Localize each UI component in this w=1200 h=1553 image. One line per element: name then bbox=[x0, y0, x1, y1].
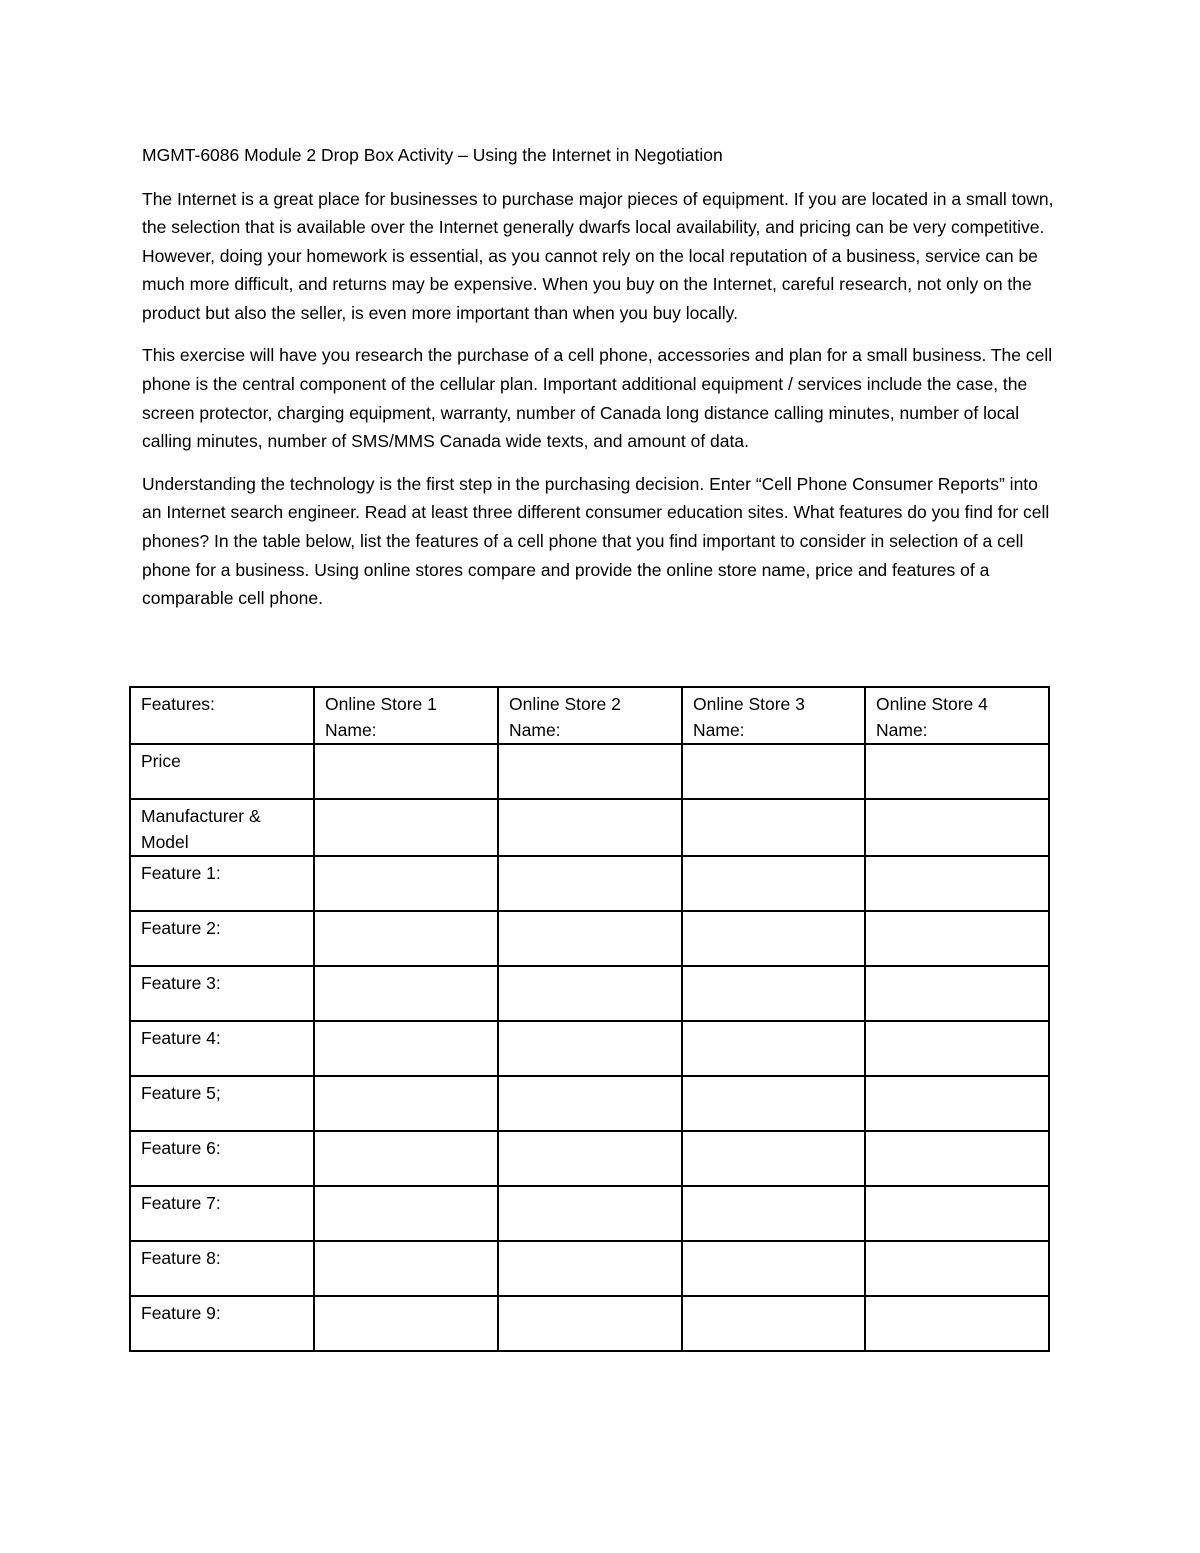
row-label-cell: Feature 6: bbox=[130, 1131, 314, 1186]
header-store-3-cell bbox=[682, 687, 865, 744]
table-cell bbox=[498, 744, 682, 799]
table-cell bbox=[314, 911, 498, 966]
table-row bbox=[130, 1241, 1049, 1296]
row-label-cell: Feature 8: bbox=[130, 1241, 314, 1296]
table-cell bbox=[498, 966, 682, 1021]
document-title: MGMT-6086 Module 2 Drop Box Activity – Using the Internet in Negotiation bbox=[142, 145, 723, 165]
table-cell bbox=[865, 1131, 1049, 1186]
features-table-container bbox=[129, 686, 1048, 1352]
table-cell bbox=[314, 1296, 498, 1351]
header-store-4-cell bbox=[865, 687, 1049, 744]
table-cell bbox=[498, 1021, 682, 1076]
table-cell bbox=[682, 966, 865, 1021]
table-row bbox=[130, 856, 1049, 911]
header-store-1-cell bbox=[314, 687, 498, 744]
header-store-4-title: Online Store 4 bbox=[876, 694, 988, 714]
row-label-cell: Manufacturer & Model bbox=[130, 799, 314, 856]
table-row bbox=[130, 966, 1049, 1021]
table-cell bbox=[682, 856, 865, 911]
table-cell bbox=[865, 966, 1049, 1021]
table-cell bbox=[682, 1296, 865, 1351]
table-cell bbox=[865, 1241, 1049, 1296]
header-features-cell bbox=[130, 687, 314, 744]
header-store-4-name-label: Name: bbox=[876, 720, 928, 740]
table-cell bbox=[498, 911, 682, 966]
table-cell bbox=[682, 1131, 865, 1186]
table-row bbox=[130, 1296, 1049, 1351]
table-cell bbox=[314, 966, 498, 1021]
table-cell bbox=[498, 799, 682, 856]
table-cell bbox=[498, 1131, 682, 1186]
row-label-cell: Feature 9: bbox=[130, 1296, 314, 1351]
table-cell bbox=[865, 744, 1049, 799]
table-cell bbox=[498, 856, 682, 911]
table-row bbox=[130, 744, 1049, 799]
table-cell bbox=[865, 856, 1049, 911]
table-cell bbox=[682, 1186, 865, 1241]
row-label-cell: Feature 7: bbox=[130, 1186, 314, 1241]
table-cell bbox=[314, 1186, 498, 1241]
table-row bbox=[130, 1076, 1049, 1131]
table-cell bbox=[498, 1076, 682, 1131]
header-features-label: Features: bbox=[141, 694, 215, 714]
document-body bbox=[142, 141, 1057, 613]
table-cell bbox=[865, 1076, 1049, 1131]
header-store-3-name-label: Name: bbox=[693, 720, 745, 740]
row-label-cell: Feature 5; bbox=[130, 1076, 314, 1131]
features-table bbox=[129, 686, 1050, 1352]
table-cell bbox=[498, 1241, 682, 1296]
row-label-cell: Feature 3: bbox=[130, 966, 314, 1021]
table-cell bbox=[865, 1021, 1049, 1076]
table-row bbox=[130, 799, 1049, 856]
table-cell bbox=[498, 1186, 682, 1241]
header-store-2-name-label: Name: bbox=[509, 720, 561, 740]
table-row bbox=[130, 1021, 1049, 1076]
row-label-cell: Feature 2: bbox=[130, 911, 314, 966]
row-label-cell: Feature 4: bbox=[130, 1021, 314, 1076]
table-row bbox=[130, 911, 1049, 966]
table-header-row bbox=[130, 687, 1049, 744]
intro-paragraph: The Internet is a great place for businesses to purchase major pieces of equipment. If you are located in a small town, the selection that is available over the Internet generally dwarfs local availability, and pricing can be very competitive. However, doing your homework is essential, as you cannot rely on the local reputation of a business, service can be much more difficult, and returns may be expensive. When you buy on the Internet, careful research, not only on the product but also the seller, is even more important than when you buy locally. bbox=[142, 188, 1054, 323]
exercise-paragraph: This exercise will have you research the purchase of a cell phone, accessories and plan for a small business. The cell phone is the central component of the cellular plan. Important additional equipment / services include the case, the screen protector, charging equipment, warranty, number of Canada long distance calling minutes, number of local calling minutes, number of SMS/MMS Canada wide texts, and amount of data. bbox=[142, 345, 1053, 452]
header-store-1-title: Online Store 1 bbox=[325, 694, 437, 714]
table-row bbox=[130, 1131, 1049, 1186]
table-cell bbox=[498, 1296, 682, 1351]
table-cell bbox=[865, 911, 1049, 966]
table-cell bbox=[865, 1186, 1049, 1241]
table-cell bbox=[682, 799, 865, 856]
header-store-1-name-label: Name: bbox=[325, 720, 377, 740]
header-store-3-title: Online Store 3 bbox=[693, 694, 805, 714]
table-cell bbox=[314, 744, 498, 799]
table-cell bbox=[682, 911, 865, 966]
instructions-paragraph: Understanding the technology is the first step in the purchasing decision. Enter “Cell Phone Consumer Reports” into an Internet search engineer. Read at least three different consumer education sites. What features do you find for cell phones? In the table below, list the features of a cell phone that you find important to consider in selection of a cell phone for a business. Using online stores compare and provide the online store name, price and features of a comparable cell phone. bbox=[142, 473, 1050, 609]
table-cell bbox=[682, 1076, 865, 1131]
table-cell bbox=[314, 1241, 498, 1296]
table-cell bbox=[314, 799, 498, 856]
row-label-cell: Feature 1: bbox=[130, 856, 314, 911]
table-cell bbox=[682, 1021, 865, 1076]
table-cell bbox=[865, 799, 1049, 856]
table-cell bbox=[682, 744, 865, 799]
table-row bbox=[130, 1186, 1049, 1241]
table-cell bbox=[314, 856, 498, 911]
table-cell bbox=[865, 1296, 1049, 1351]
table-cell bbox=[314, 1076, 498, 1131]
header-store-2-title: Online Store 2 bbox=[509, 694, 621, 714]
table-cell bbox=[314, 1131, 498, 1186]
table-cell bbox=[682, 1241, 865, 1296]
table-cell bbox=[314, 1021, 498, 1076]
header-store-2-cell bbox=[498, 687, 682, 744]
row-label-cell: Price bbox=[130, 744, 314, 799]
